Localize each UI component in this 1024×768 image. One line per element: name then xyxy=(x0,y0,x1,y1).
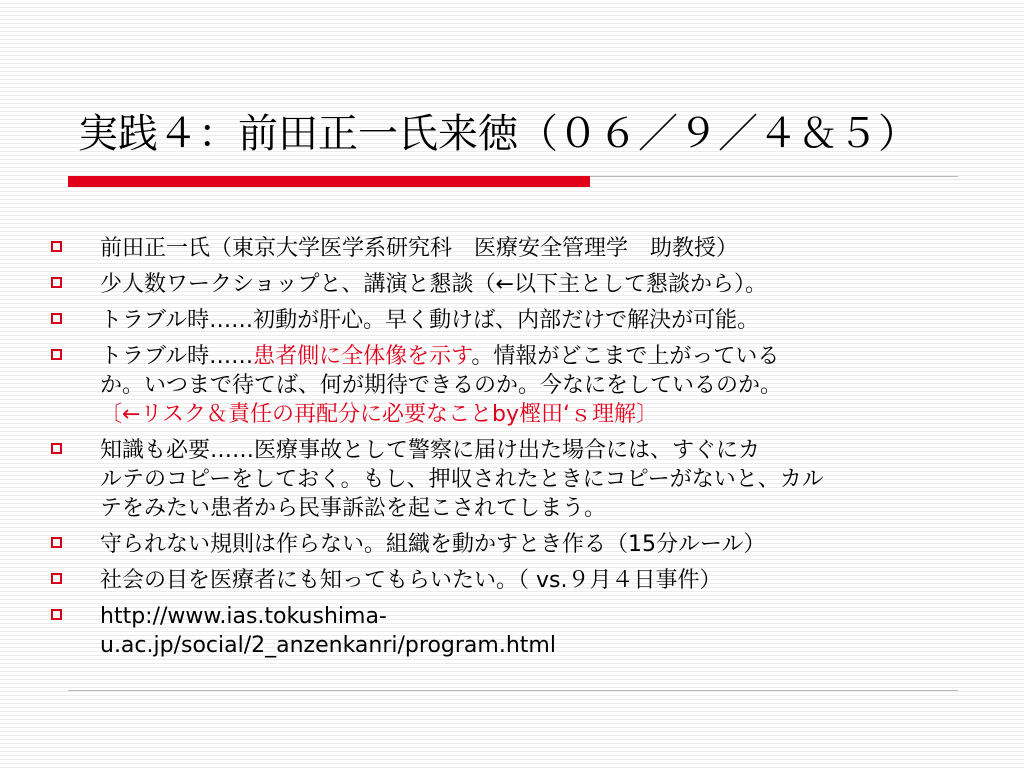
bullet-line-3-note: 〔←リスク＆責任の再配分に必要なことby樫田‘ｓ理解〕 xyxy=(100,402,658,427)
hollow-square-bullet-icon xyxy=(51,349,62,360)
bullet-line-1: 知識も必要……医療事故として警察に届け出た場合には、すぐにカ xyxy=(100,438,761,463)
bullet-item-full-picture xyxy=(48,342,964,429)
title-underline xyxy=(590,176,958,177)
slide-title: 実践４：前田正一氏来徳（０６／９／４＆５） xyxy=(78,111,918,157)
bullet-text: トラブル時……初動が肝心。早く動けば、内部だけで解決が可能。 xyxy=(100,308,760,333)
bullet-line-3: テをみたい患者から民事訴訟を起こされてしまう。 xyxy=(100,496,607,521)
bullet-text: 守られない規則は作らない。組織を動かすとき作る（15分ルール） xyxy=(100,532,766,557)
bullet-line-2: ルテのコピーをしておく。もし、押収されたときにコピーがないと、カル xyxy=(100,467,824,492)
bullet-item-initial-response xyxy=(48,306,964,335)
bullet-text: 社会の目を医療者にも知ってもらいたい。（ vs.９月４日事件） xyxy=(100,568,722,593)
bullet-item-society xyxy=(48,566,964,595)
footer-rule xyxy=(68,690,958,691)
hollow-square-bullet-icon xyxy=(51,277,62,288)
hollow-square-bullet-icon xyxy=(51,313,62,324)
bullet-item-knowledge xyxy=(48,436,964,523)
bullet-rest: 。情報がどこまで上がっている xyxy=(471,344,780,369)
url-line-2: u.ac.jp/social/2_anzenkanri/program.html xyxy=(100,633,556,658)
title-accent-bar xyxy=(68,176,590,187)
bullet-item-url xyxy=(48,602,964,660)
bullet-prefix: トラブル時…… xyxy=(100,344,254,369)
bullet-list xyxy=(48,234,964,667)
bullet-highlight: 患者側に全体像を示す xyxy=(253,344,472,369)
bullet-text: 前田正一氏（東京大学医学系研究科 医療安全管理学 助教授） xyxy=(100,236,739,261)
url-line-1: http://www.ias.tokushima- xyxy=(100,604,387,629)
hollow-square-bullet-icon xyxy=(51,609,62,620)
bullet-text: 少人数ワークショップと、講演と懇談（←以下主として懇談から）。 xyxy=(100,272,767,297)
bullet-item-workshop xyxy=(48,270,964,299)
hollow-square-bullet-icon xyxy=(51,537,62,548)
hollow-square-bullet-icon xyxy=(51,241,62,252)
bullet-item-rules xyxy=(48,530,964,559)
hollow-square-bullet-icon xyxy=(51,443,62,454)
hollow-square-bullet-icon xyxy=(51,573,62,584)
bullet-line-1 xyxy=(100,342,964,371)
bullet-line-2: か。いつまで待てば、何が期待できるのか。今なにをしているのか。 xyxy=(100,373,783,398)
bullet-item-speaker xyxy=(48,234,964,263)
